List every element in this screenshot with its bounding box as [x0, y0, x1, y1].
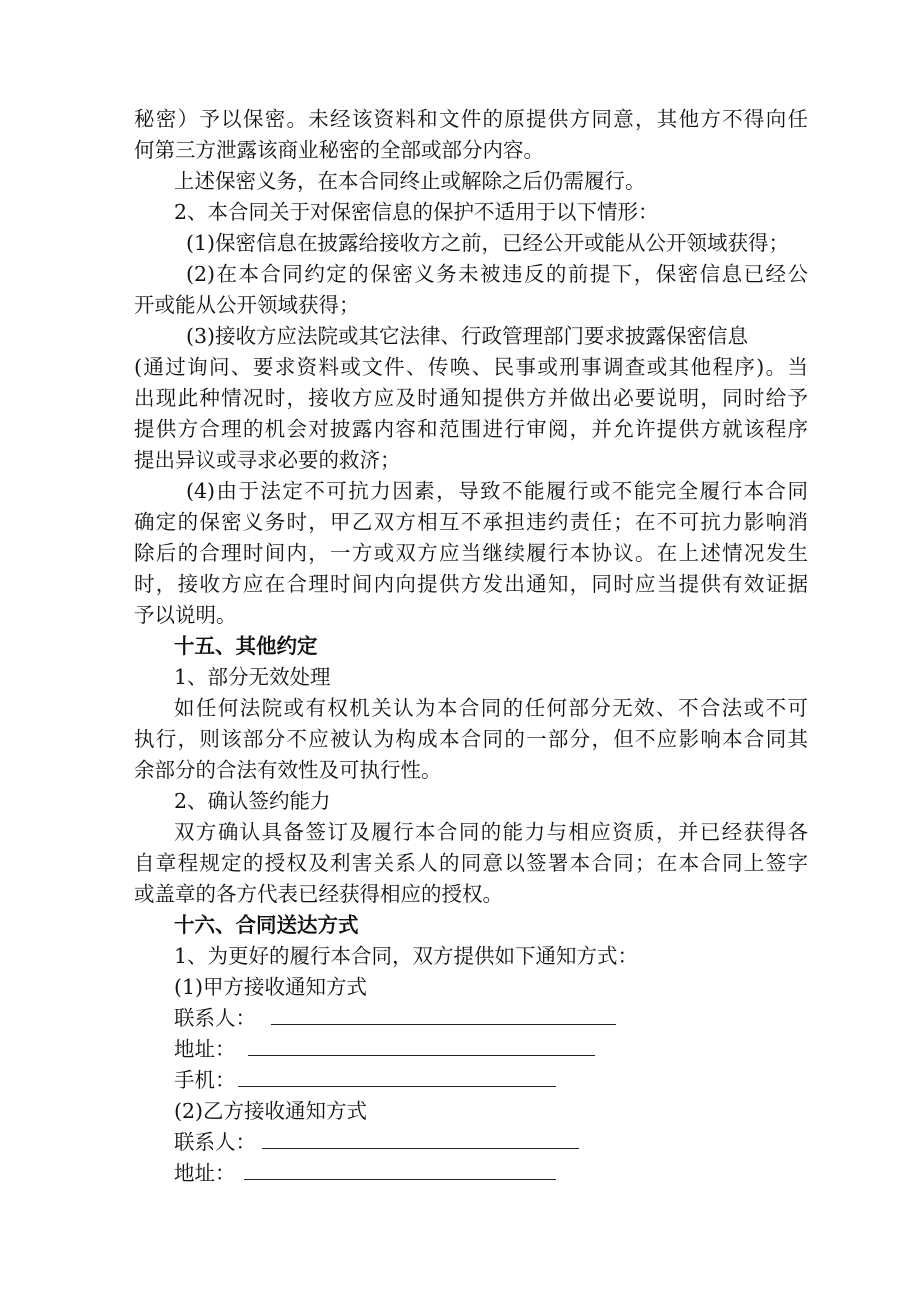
party-a-contact-label: 联系人： [174, 1006, 256, 1030]
paragraph-line: 出现此种情况时，接收方应及时通知提供方并做出必要说明，同时给予 [134, 386, 808, 410]
party-a-heading: (1)甲方接收通知方式 [174, 975, 368, 999]
list-item: (3)接收方应法院或其它法律、行政管理部门要求披露保密信息 [186, 324, 749, 348]
party-b-heading: (2)乙方接收通知方式 [174, 1099, 368, 1123]
party-a-address-blank[interactable] [248, 1055, 595, 1056]
paragraph-line: 自章程规定的授权及利害关系人的同意以签署本合同；在本合同上签字 [134, 851, 808, 875]
party-b-contact-label: 联系人： [174, 1130, 256, 1154]
section-heading: 十六、合同送达方式 [174, 913, 359, 937]
paragraph-line: 1、为更好的履行本合同，双方提供如下通知方式： [174, 944, 639, 968]
paragraph-line: 时，接收方应在合理时间内向提供方发出通知，同时应当提供有效证据 [134, 572, 808, 596]
paragraph-line: 双方确认具备签订及履行本合同的能力与相应资质，并已经获得各 [174, 820, 808, 844]
list-item: (4)由于法定不可抗力因素，导致不能履行或不能完全履行本合同 [186, 479, 808, 503]
party-b-address-label: 地址： [174, 1161, 236, 1185]
paragraph-line: 秘密）予以保密。未经该资料和文件的原提供方同意，其他方不得向任 [134, 107, 808, 131]
party-a-phone-label: 手机： [174, 1068, 236, 1092]
paragraph-line: 予以说明。 [134, 603, 237, 627]
party-b-address-blank[interactable] [244, 1179, 556, 1180]
list-item: (2)在本合同约定的保密义务未被违反的前提下，保密信息已经公 [186, 262, 808, 286]
party-a-phone-blank[interactable] [238, 1086, 556, 1087]
paragraph-line: 提供方合理的机会对披露内容和范围进行审阅，并允许提供方就该程序 [134, 417, 808, 441]
party-b-contact-blank[interactable] [262, 1148, 579, 1149]
paragraph-line: 执行，则该部分不应被认为构成本合同的一部分，但不应影响本合同其 [134, 727, 808, 751]
list-item: (1)保密信息在披露给接收方之前，已经公开或能从公开领域获得； [186, 231, 790, 255]
paragraph-line: 或盖章的各方代表已经获得相应的授权。 [134, 882, 503, 906]
paragraph-line: 除后的合理时间内，一方或双方应当继续履行本协议。在上述情况发生 [134, 541, 808, 565]
party-a-contact-blank[interactable] [271, 1024, 616, 1025]
paragraph-line: 上述保密义务，在本合同终止或解除之后仍需履行。 [174, 169, 646, 193]
party-a-address-label: 地址： [174, 1037, 236, 1061]
paragraph-line: (通过询问、要求资料或文件、传唤、民事或刑事调查或其他程序)。当 [134, 355, 808, 379]
subsection-heading: 2、确认签约能力 [174, 789, 331, 813]
paragraph-line: 如任何法院或有权机关认为本合同的任何部分无效、不合法或不可 [174, 696, 808, 720]
paragraph-line: 余部分的合法有效性及可执行性。 [134, 758, 442, 782]
paragraph-line: 2、本合同关于对保密信息的保护不适用于以下情形： [174, 200, 659, 224]
subsection-heading: 1、部分无效处理 [174, 665, 331, 689]
paragraph-line: 何第三方泄露该商业秘密的全部或部分内容。 [134, 138, 544, 162]
paragraph-line: 开或能从公开领域获得； [134, 293, 360, 317]
paragraph-line: 提出异议或寻求必要的救济； [134, 448, 401, 472]
paragraph-line: 确定的保密义务时，甲乙双方相互不承担违约责任；在不可抗力影响消 [134, 510, 808, 534]
section-heading: 十五、其他约定 [174, 634, 318, 658]
